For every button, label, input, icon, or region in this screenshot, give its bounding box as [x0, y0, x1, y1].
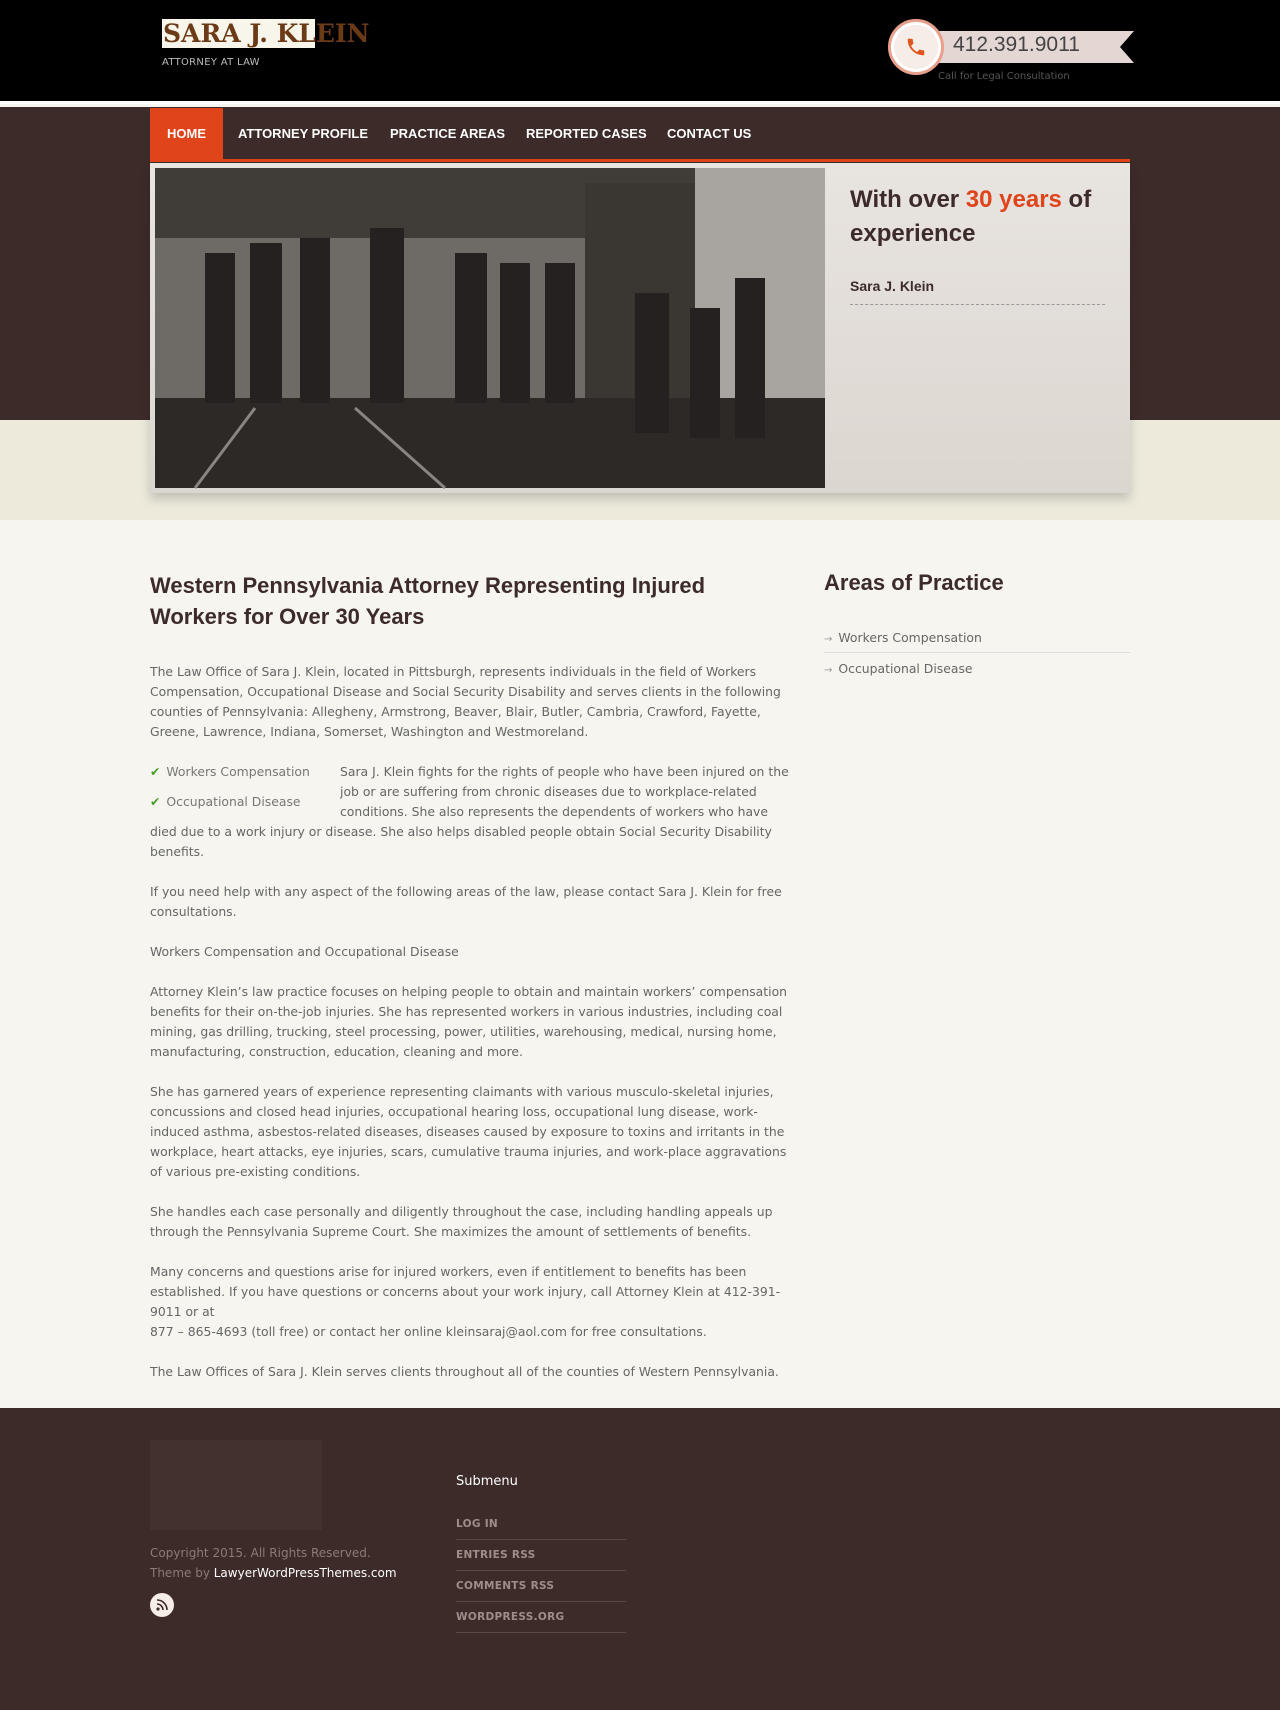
phone-number[interactable]: 412.391.9011: [953, 33, 1080, 56]
nav-item-attorney-profile[interactable]: ATTORNEY PROFILE: [238, 126, 369, 141]
paragraph: If you need help with any aspect of the following areas of the law, please contact Sara J. Klein for free consultations.: [150, 884, 782, 919]
intro-paragraph: The Law Office of Sara J. Klein, located in Pittsburgh, represents individuals in the field of Workers Compensation, Occupational Disease and Social Security Disability and serves clients in the following counties of Pennsylvania: Allegheny, Armstrong, Beaver, Blair, Butler, Cambria, Crawford, Fayette, Greene, Lawrence, Indiana, Somerset, Washington and Westmoreland.: [150, 664, 781, 739]
hero-title: With over 30 years of experience: [850, 186, 1092, 247]
rss-icon[interactable]: [150, 1593, 174, 1617]
site-header: [0, 0, 1280, 104]
paragraph: Sara J. Klein fights for the rights of people who have been injured on the job or are suffering from chronic diseases due to workplace-related conditions. She also represents the dependents of workers who have died due to a work injury or disease. She also helps disabled people obtain Social Security Disability benefits.: [150, 764, 789, 859]
nav-item-practice-areas[interactable]: PRACTICE AREAS: [390, 126, 506, 141]
check-icon: ✔: [150, 764, 161, 779]
paragraph: Attorney Klein’s law practice focuses on helping people to obtain and maintain workers’ compensation benefits for their on-the-job injuries. She has represented workers in various industries, including coal mining, gas drilling, trucking, steel processing, power, utilities, warehousing, medical, nursing home, manufacturing, construction, education, cleaning and more.: [150, 984, 788, 1059]
submenu-item-comments-rss[interactable]: COMMENTS RSS: [456, 1571, 626, 1602]
submenu: [456, 1509, 626, 1633]
copyright: Copyright 2015. All Rights Reserved. Theme by LawyerWordPressThemes.com: [150, 1546, 397, 1580]
submenu-item-entries-rss[interactable]: ENTRIES RSS: [456, 1540, 626, 1571]
arrow-right-icon: →: [824, 634, 833, 645]
footer-logo-area: [150, 1440, 322, 1530]
nav-item-contact-us[interactable]: CONTACT US: [667, 126, 752, 141]
site-tagline: ATTORNEY AT LAW: [162, 57, 260, 68]
sidebar: [824, 570, 1130, 684]
submenu-item-log-in[interactable]: LOG IN: [456, 1509, 626, 1540]
checklist-item: ✔ Workers Compensation: [150, 764, 310, 779]
phone-icon: [888, 19, 944, 75]
sidebar-item-occupational-disease[interactable]: → Occupational Disease: [824, 661, 973, 676]
hero-photo: [155, 168, 825, 488]
page-title: Western Pennsylvania Attorney Representing Injured Workers for Over 30 Years: [150, 573, 706, 629]
nav-item-reported-cases[interactable]: REPORTED CASES: [526, 126, 647, 141]
main-content: [150, 570, 792, 1402]
paragraph: She has garnered years of experience representing claimants with various musculo-skeletal injuries, concussions and closed head injuries, occupational hearing loss, occupational lung disease, work-induced asthma, asbestos-related diseases, diseases caused by exposure to toxins and irritants in the workplace, heart attacks, eye injuries, scars, cumulative trauma injuries, and work-place aggravations of various pre-existing conditions.: [150, 1084, 787, 1179]
submenu-item-wordpress-org[interactable]: WORDPRESS.ORG: [456, 1602, 626, 1633]
paragraph: Workers Compensation and Occupational Disease: [150, 944, 459, 959]
site-logo[interactable]: SARA J. KLEIN: [163, 19, 370, 48]
site-footer: [0, 1408, 1280, 1710]
sidebar-title: Areas of Practice: [824, 570, 1004, 595]
paragraph: Many concerns and questions arise for injured workers, even if entitlement to benefits has been established. If you have questions or concerns about your work injury, call Attorney Klein at 412-391-9011 or at 877 – 865-4693 (toll free) or contact her online kleinsaraj@aol.com for free consultations.: [150, 1264, 781, 1339]
check-icon: ✔: [150, 794, 161, 809]
hero-title-highlight: 30 years: [965, 186, 1062, 213]
sidebar-item-workers-compensation[interactable]: → Workers Compensation: [824, 622, 1130, 653]
hero-name: Sara J. Klein: [850, 278, 1105, 305]
main-nav: [150, 108, 1130, 162]
paragraph: She handles each case personally and diligently throughout the case, including handling appeals up through the Pennsylvania Supreme Court. She maximizes the amount of settlements of benefits.: [150, 1204, 773, 1239]
hero-banner: [150, 163, 1130, 493]
nav-item-home[interactable]: HOME: [150, 108, 223, 159]
arrow-right-icon: →: [824, 665, 833, 676]
theme-link[interactable]: LawyerWordPressThemes.com: [213, 1566, 397, 1580]
paragraph: The Law Offices of Sara J. Klein serves clients throughout all of the counties of Western Pennsylvania.: [150, 1364, 779, 1379]
phone-note: Call for Legal Consultation: [938, 71, 1070, 82]
phone-block: [888, 19, 1132, 82]
submenu-title: Submenu: [456, 1474, 518, 1489]
checklist-item: ✔ Occupational Disease: [150, 794, 301, 809]
practice-checklist: [150, 762, 340, 822]
